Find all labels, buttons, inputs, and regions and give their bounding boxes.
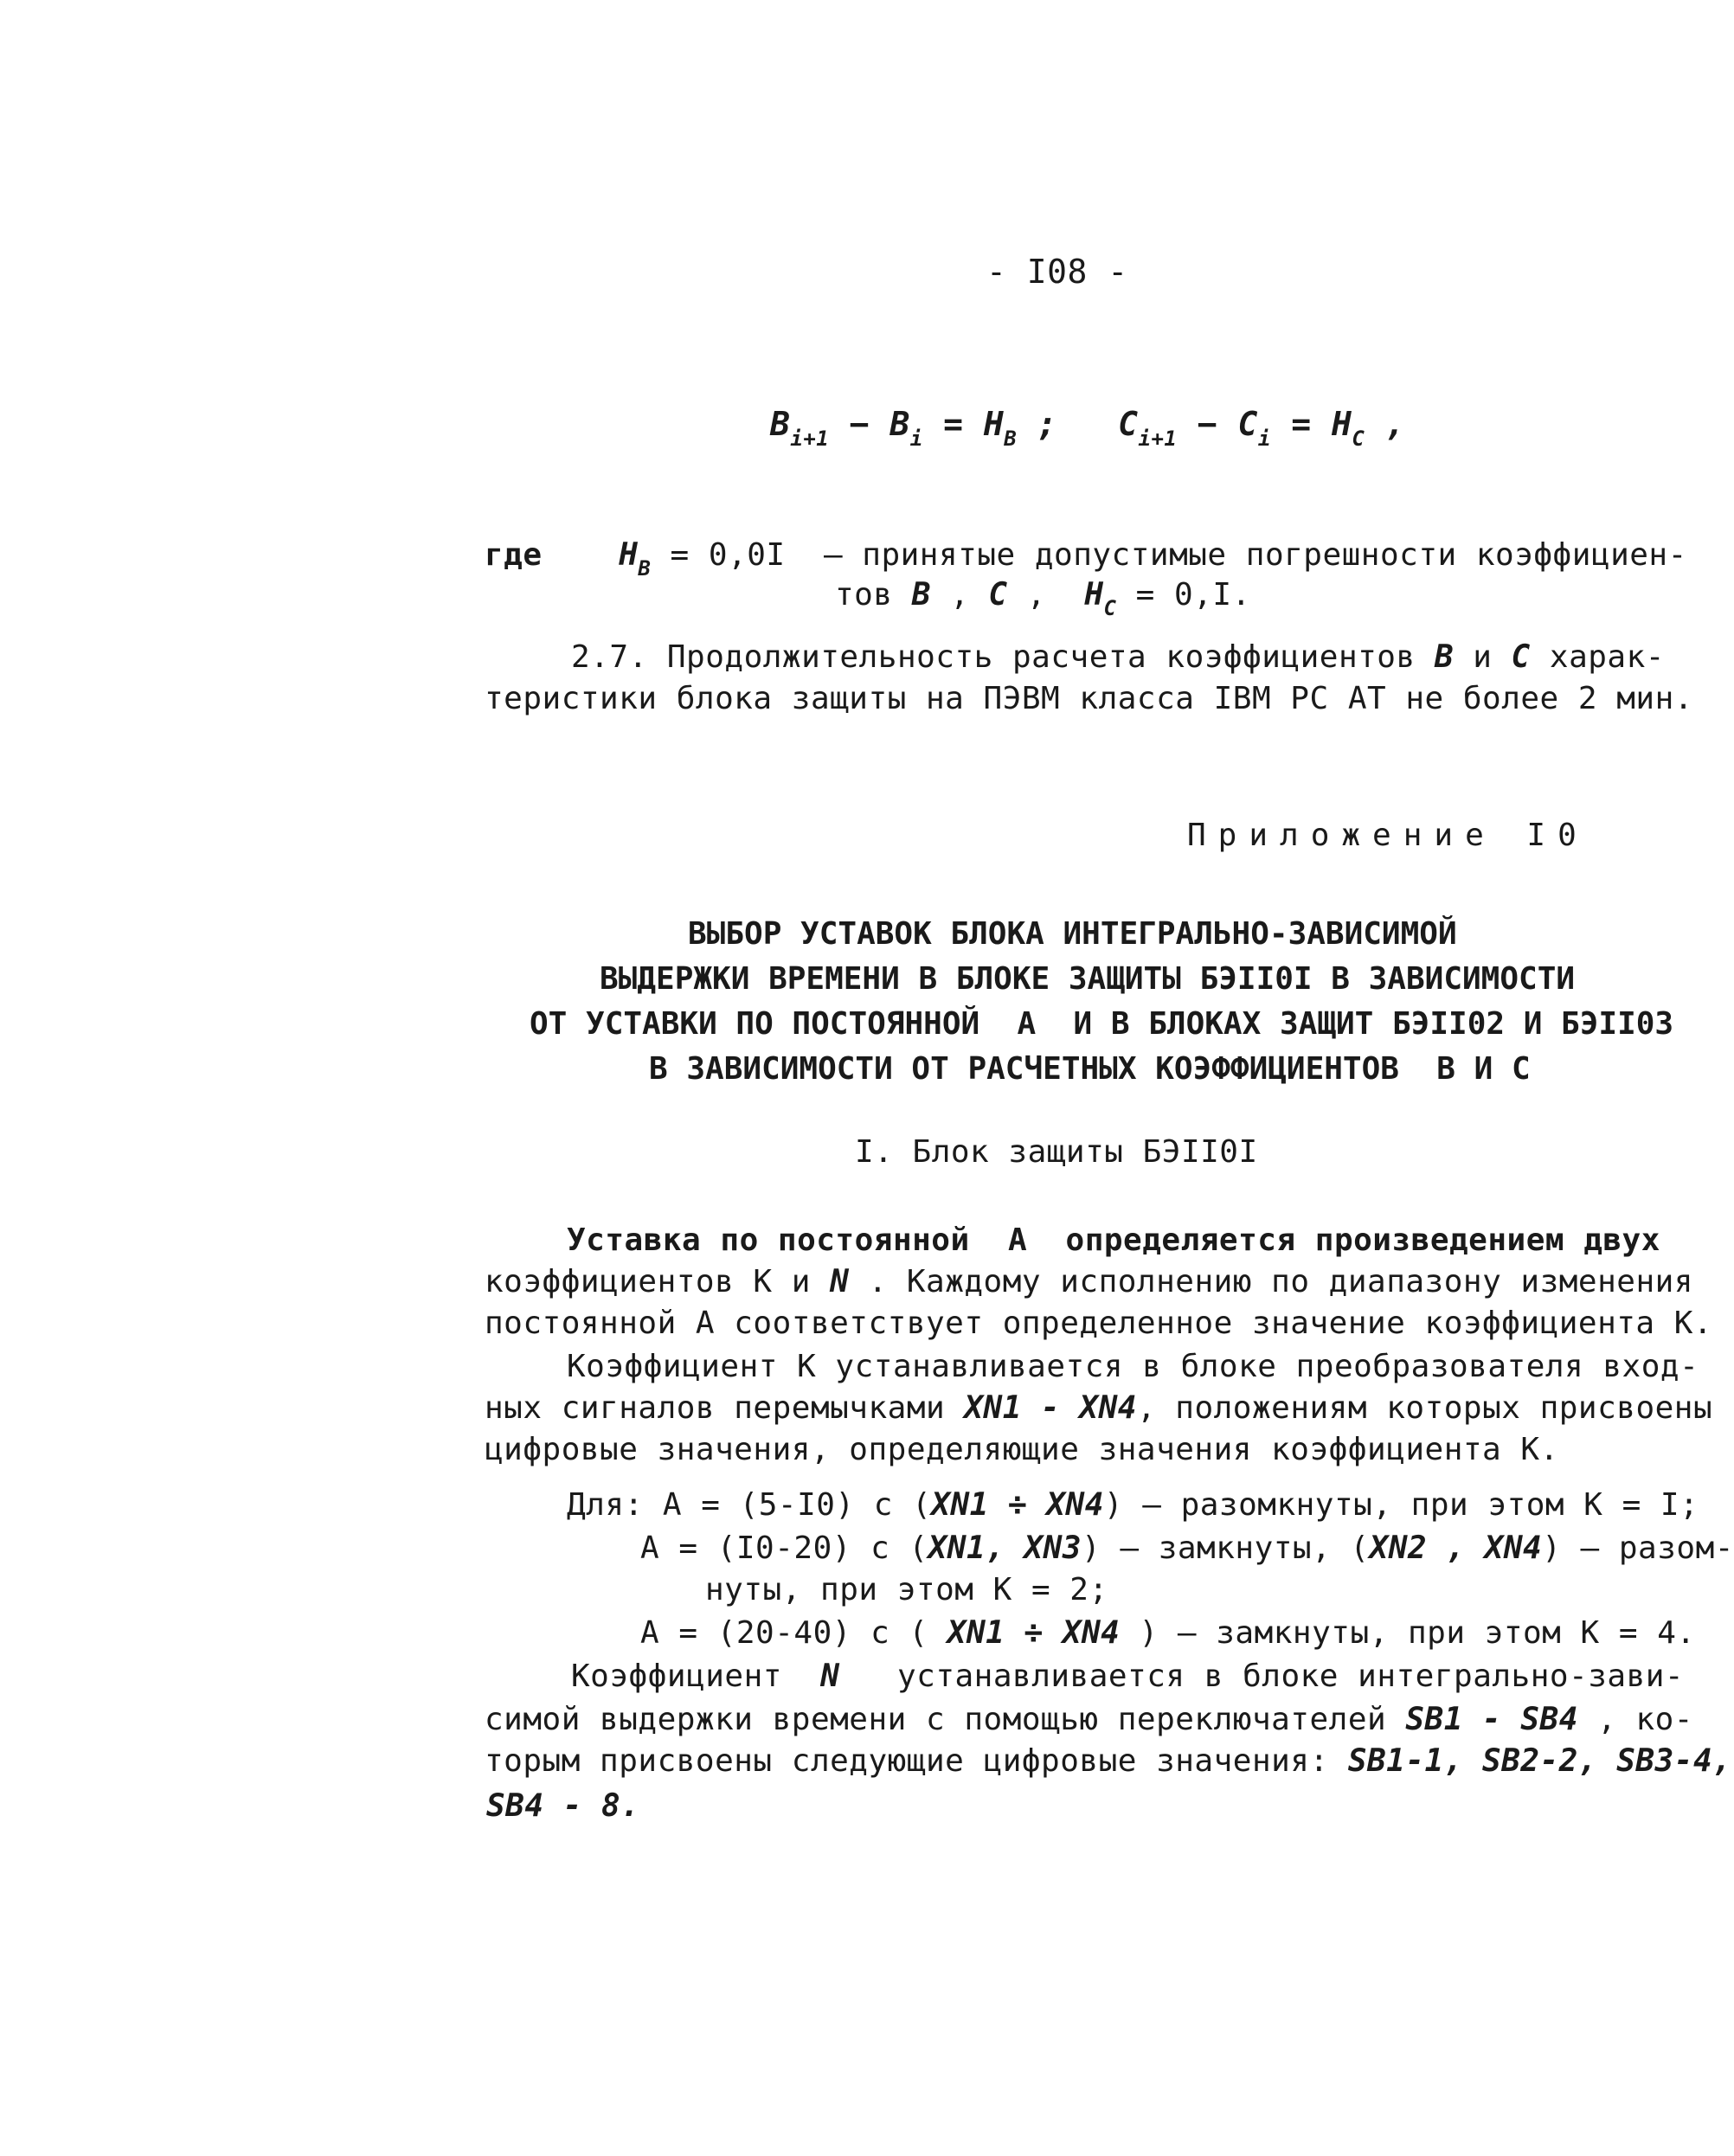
body-p2-line-1: Коэффициент К устанавливается в блоке преобразователя вход- [567,1349,1699,1384]
para-2-7-b: B [1434,639,1455,675]
formula-b-right: B [889,405,910,443]
case-1-text-b: ) – разомкнуты, при этом К = I; [1103,1487,1699,1523]
body-p1-line-2 [485,1263,1693,1301]
where-gde: где [485,537,543,573]
para-2-7-line-2: теристики блока защиты на ПЭВМ класса IBM PC AT не более 2 мин. [485,681,1693,716]
case-3 [640,1614,1696,1652]
case-2-text-a: А = (I0-20) с ( [640,1530,928,1566]
body-sb-values: SB1-1, SB2-2, SB3-4, [1347,1743,1732,1779]
case-2-continuation: нуты, при этом К = 2; [705,1572,1108,1607]
formula-b-right-sub: i [909,427,923,451]
formula-b-left-sub: i+1 [790,427,830,451]
body-p3-line-3 [485,1742,1731,1781]
case-3-xn: XN1 ÷ XN4 [947,1615,1121,1651]
where-hc-sub: C [1103,596,1117,620]
where-c: C [988,577,1008,613]
case-1 [567,1486,1699,1524]
where-hc: H [1084,577,1104,613]
where-text-1: = 0,0I – принятые допустимые погрешности коэффициен- [651,537,1687,573]
body-p1-text-b: . Каждому исполнению по диапазону изменения [849,1264,1693,1299]
body-p3-line-2 [485,1701,1693,1739]
case-2 [640,1530,1734,1568]
body-p2-line-3: цифровые значения, определяющие значения коэффициента К. [485,1432,1559,1467]
formula-c-right: C [1237,405,1258,443]
title-line-4: В ЗАВИСИМОСТИ ОТ РАСЧЕТНЫХ КОЭФФИЦИЕНТОВ В И С [649,1051,1531,1087]
where-text-2b: , [930,577,989,613]
formula-b-left: B [770,405,791,443]
case-2-text-b: ) – замкнуты, ( [1082,1530,1370,1566]
body-n-2: N [820,1659,840,1694]
where-line-2 [835,576,1251,620]
case-3-text-b: ) – замкнуты, при этом К = 4. [1120,1615,1696,1651]
case-3-text-a: А = (20-40) с ( [640,1615,947,1651]
body-p2-line-2 [485,1389,1712,1428]
body-p2-text-b: , положениям которых присвоены [1136,1390,1713,1426]
para-2-7-text-a: 2.7. Продолжительность расчета коэффициентов [571,639,1435,675]
body-sb-range: SB1 - SB4 [1405,1702,1578,1737]
body-n-1: N [830,1264,850,1299]
title-line-3: ОТ УСТАВКИ ПО ПОСТОЯННОЙ А И В БЛОКАХ ЗАЩИТ БЭII02 И БЭII03 [530,1006,1674,1042]
body-p3-text-b: устанавливается в блоке интегрально-зави- [839,1659,1685,1694]
body-p3-text-e: торым присвоены следующие цифровые значения: [485,1743,1348,1779]
formula-hb: H [983,405,1005,443]
formula-tail: , [1365,405,1406,443]
para-2-7-c: C [1511,639,1531,675]
formula-minus-2: − [1177,405,1238,443]
title-line-1: ВЫБОР УСТАВОК БЛОКА ИНТЕГРАЛЬНО-ЗАВИСИМОЙ [688,916,1457,952]
case-2-text-c: ) – разом- [1542,1530,1734,1566]
formula-minus-1: − [829,405,890,443]
body-p3-line-1 [571,1658,1684,1696]
page-number: - I08 - [986,253,1128,291]
formula-eq-2: = [1270,405,1332,443]
body-xn-range: XN1 - XN4 [964,1390,1137,1426]
where-h-sub: B [638,556,652,581]
para-2-7-text-c: харак- [1530,639,1665,675]
case-2-xn: XN1, XN3 [928,1530,1082,1566]
where-line-1 [485,536,1687,581]
where-text-2a: тов [835,577,912,613]
case-2-xn-2: XN2 , XN4 [1369,1530,1543,1566]
para-2-7-line-1 [571,638,1665,677]
title-line-2: ВЫДЕРЖКИ ВРЕМЕНИ В БЛОКЕ ЗАЩИТЫ БЭII0I В ЗАВИСИМОСТИ [600,961,1576,997]
case-1-text-a: Для: А = (5-I0) с ( [567,1487,932,1523]
body-p2-text-a: ных сигналов перемычками [485,1390,965,1426]
formula-line [770,405,1406,451]
body-p3-text-c: симой выдержки времени с помощью переключателей [485,1702,1406,1737]
formula-c-left-sub: i+1 [1138,427,1178,451]
body-p3-text-d: , ко- [1577,1702,1693,1737]
body-p1-line-3: постоянной А соответствует определенное значение коэффициента К. [485,1306,1713,1341]
formula-c-left: C [1118,405,1139,443]
section-1-heading: I. Блок защиты БЭII0I [855,1134,1258,1170]
where-text-2c: , [1007,577,1085,613]
body-p1-text-a: коэффициентов К и [485,1264,831,1299]
body-p3-line-4: SB4 - 8. [486,1788,640,1824]
body-p3-text-a: Коэффициент [571,1659,821,1694]
formula-eq-1: = [922,405,984,443]
formula-hc: H [1331,405,1352,443]
case-1-xn: XN1 ÷ XN4 [931,1487,1104,1523]
where-h: H [619,537,639,573]
body-p1-line-1: Уставка по постоянной А определяется произведением двух [567,1222,1660,1258]
para-2-7-text-b: и [1454,639,1512,675]
where-b: B [911,577,931,613]
appendix-label: Приложение I0 [1187,818,1589,853]
formula-hb-sub: B [1004,427,1018,451]
formula-c-right-sub: i [1257,427,1271,451]
where-text-2d: = 0,I. [1116,577,1251,613]
formula-separator: ; [1017,405,1119,443]
formula-hc-sub: C [1352,427,1365,451]
